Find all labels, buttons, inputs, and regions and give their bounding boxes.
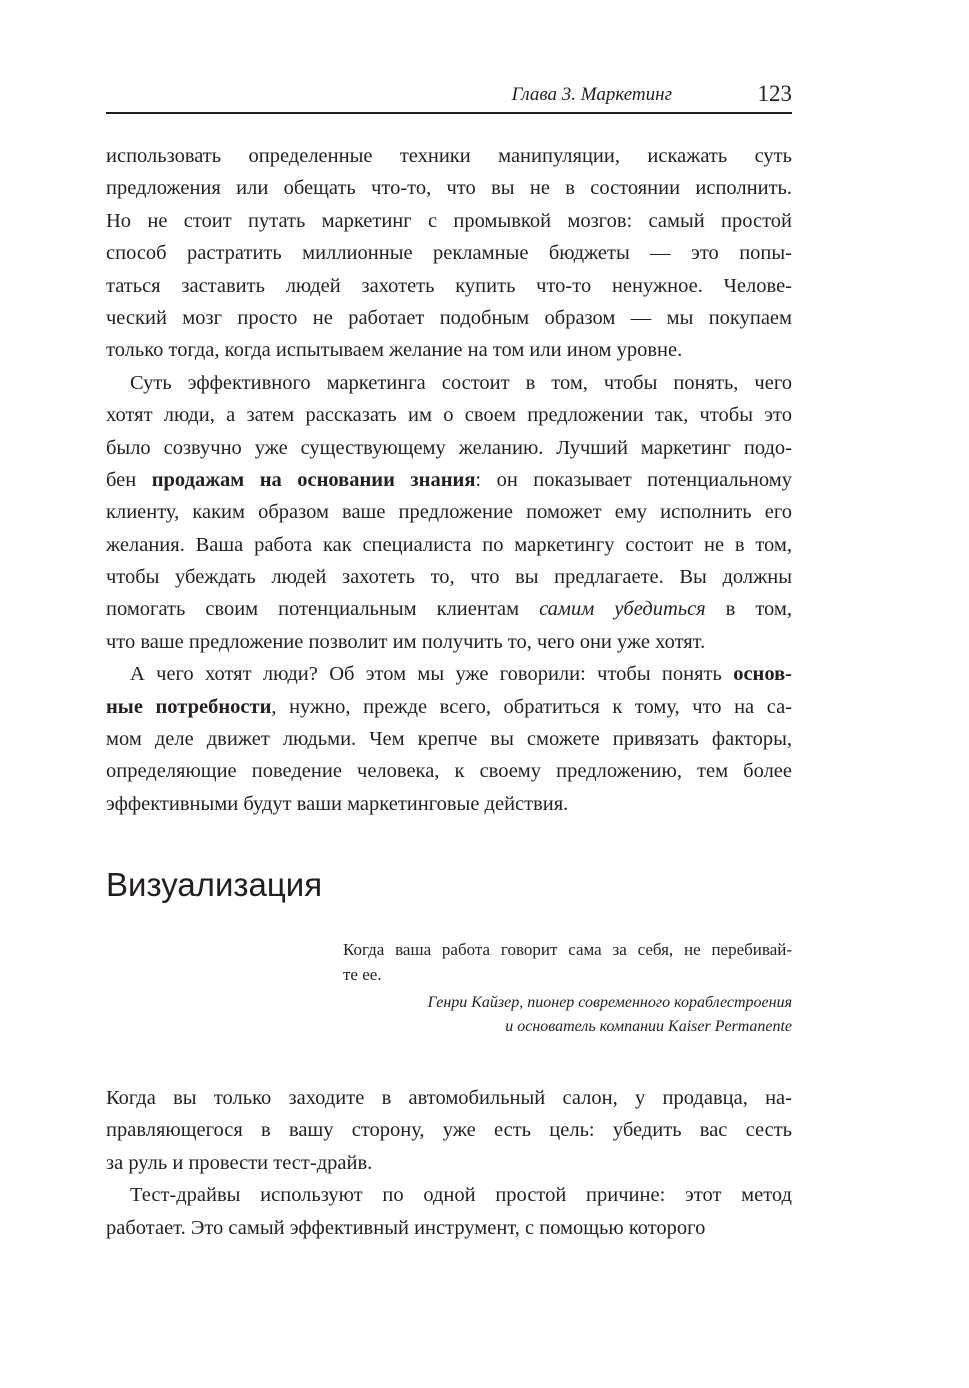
text-segment: помогать своим потенциальным клиентам — [106, 598, 540, 621]
body-text-1 — [106, 140, 792, 820]
text-line — [106, 1114, 792, 1146]
text-line — [106, 432, 792, 464]
page-number: 123 — [757, 81, 792, 106]
text-line — [106, 626, 792, 658]
running-header-chapter: Глава 3. Маркетинг — [511, 84, 672, 105]
text-segment: ческий мозг просто не работает подобным образом — мы покупаем — [106, 306, 792, 329]
text-segment: : он показывает потенциальному — [475, 468, 792, 491]
text-line — [106, 464, 792, 496]
epigraph-attribution — [343, 991, 792, 1039]
text-segment: Когда вы только заходите в автомобильный салон, у продавца, на- — [106, 1087, 792, 1109]
text-segment: Суть эффективного маркетинга состоит в том, чтобы понять, чего — [130, 371, 792, 394]
text-segment: Но не стоит путать маркетинг с промывкой мозгов: самый простой — [106, 209, 792, 232]
header-rule — [106, 112, 792, 114]
text-line — [106, 1212, 792, 1244]
bold-text: основ- — [733, 663, 792, 686]
bold-text: продажам на основании знания — [151, 468, 476, 491]
text-line — [106, 205, 792, 237]
text-segment: в том, — [705, 598, 792, 621]
text-segment: А чего хотят люди? Об этом мы уже говорили: чтобы понять — [130, 663, 734, 686]
text-line — [106, 658, 792, 690]
text-segment: бен — [106, 468, 152, 491]
text-segment: за руль и провести тест-драйв. — [106, 1151, 373, 1174]
text-segment: определяющие поведение человека, к своему предложению, тем более — [106, 760, 792, 783]
text-line — [106, 1147, 792, 1179]
text-line — [106, 723, 792, 755]
paragraph — [106, 1179, 792, 1244]
paragraph — [106, 367, 792, 659]
text-segment: что ваше предложение позволит им получить то, чего они уже хотят. — [106, 630, 706, 653]
section-heading: Визуализация — [106, 866, 323, 903]
text-line — [106, 399, 792, 431]
text-segment: способ растратить миллионные рекламные бюджеты — это попы- — [106, 242, 792, 265]
text-line — [106, 237, 792, 269]
bold-text: ные потребности — [106, 695, 272, 718]
text-segment: правляющегося в вашу сторону, уже есть цель: убедить вас сесть — [106, 1119, 792, 1142]
text-line — [106, 172, 792, 204]
text-line — [106, 302, 792, 334]
text-segment: , нужно, прежде всего, обратиться к тому, что на са- — [271, 695, 792, 718]
text-segment: использовать определенные техники манипуляции, искажать суть — [106, 145, 792, 167]
text-segment: хотят люди, а затем рассказать им о своем предложении так, чтобы это — [106, 404, 792, 427]
paragraph — [106, 1082, 792, 1179]
text-segment: только тогда, когда испытываем желание на том или ином уровне. — [106, 339, 683, 362]
text-segment: было созвучно уже существующему желанию. Лучший маркетинг подо- — [106, 436, 792, 459]
text-line — [106, 334, 792, 366]
text-segment: чтобы убеждать людей захотеть то, что вы предлагаете. Вы должны — [106, 566, 792, 589]
body-text-2 — [106, 1082, 792, 1244]
epigraph-quote — [343, 937, 792, 987]
text-line — [106, 140, 792, 172]
epigraph-line: Когда ваша работа говорит сама за себя, не перебивай- — [343, 940, 792, 959]
text-segment: предложения или обещать что-то, что вы не в состоянии исполнить. — [106, 177, 792, 200]
text-line — [106, 755, 792, 787]
epigraph-line: те ее. — [343, 965, 382, 984]
text-line — [106, 691, 792, 723]
text-segment: желания. Ваша работа как специалиста по маркетингу состоит не в том, — [106, 533, 792, 556]
text-segment: клиенту, каким образом ваше предложение поможет ему исполнить его — [106, 501, 792, 524]
text-line — [106, 529, 792, 561]
attribution-line: Генри Кайзер, пионер современного кораблестроения — [427, 994, 792, 1011]
text-segment: таться заставить людей захотеть купить что-то ненужное. Челове- — [106, 274, 792, 297]
attribution-line: и основатель компании Kaiser Permanente — [505, 1018, 792, 1035]
text-line — [106, 593, 792, 625]
text-line — [106, 1179, 792, 1211]
text-segment: мом деле движет людьми. Чем крепче вы сможете привязать факторы, — [106, 728, 792, 751]
text-line — [106, 496, 792, 528]
paragraph — [106, 658, 792, 820]
text-line — [106, 270, 792, 302]
text-segment: работает. Это самый эффективный инструмент, с помощью которого — [106, 1216, 706, 1239]
italic-text: самим убедиться — [539, 598, 706, 621]
text-line — [106, 1082, 792, 1114]
paragraph — [106, 140, 792, 367]
text-segment: Тест-драйвы используют по одной простой причине: этот метод — [130, 1184, 792, 1207]
text-line — [106, 561, 792, 593]
text-line — [106, 788, 792, 820]
text-line — [106, 367, 792, 399]
text-segment: эффективными будут ваши маркетинговые действия. — [106, 792, 569, 815]
